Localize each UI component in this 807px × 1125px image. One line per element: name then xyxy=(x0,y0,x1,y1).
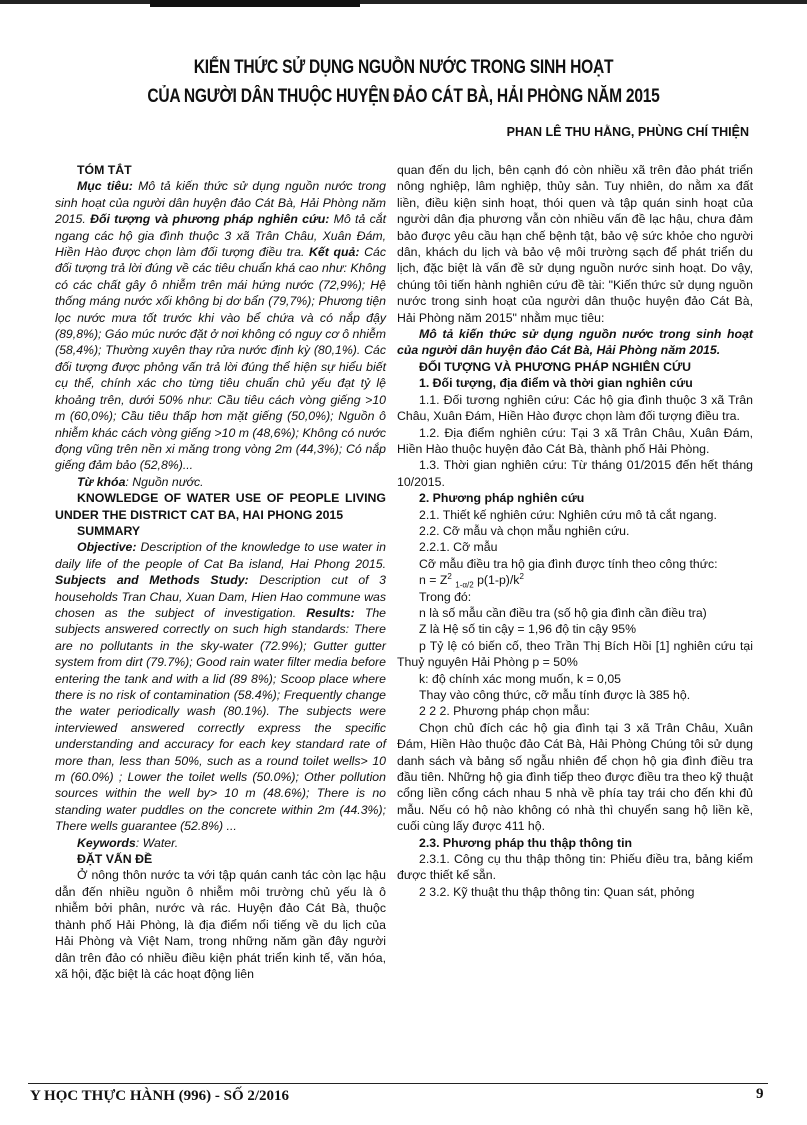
paragraph xyxy=(397,556,753,572)
journal-footer: Y HỌC THỰC HÀNH (996) - SỐ 2/2016 xyxy=(30,1088,290,1104)
left-text-column xyxy=(55,162,386,982)
text-run: 1.1. Đối tương nghiên cứu: Các hộ gia đình thuộc 3 xã Trân Châu, Xuân Đám, Hiền Hào được chọn làm đối tượng điều tra. xyxy=(397,392,753,424)
bold-label: Kết quả: xyxy=(309,245,360,260)
text-run: Mô tả kiến thức sử dụng nguồn nước trong sinh hoạt của người dân huyện đảo Cát Bà, Hải Phòng năm 2015. xyxy=(55,179,386,227)
paragraph xyxy=(55,490,386,523)
text-run: p(1-p)/k xyxy=(473,573,520,588)
text-run: 2. Phương pháp nghiên cứu xyxy=(419,491,585,506)
text-run: Description of the knowledge to use water in daily life of the people of Cat Ba island, Hai Phong 2015. xyxy=(55,540,386,571)
text-run: 1. Đối tượng, địa điểm và thời gian nghiên cứu xyxy=(419,376,693,391)
paragraph xyxy=(397,687,753,703)
text-run: The subjects answered correctly on such high standards: There are no pollutants in the sky-water (72.9%); Gutter gutter system from dirt (79.7%); Good rain water filter media before entering the tank and with a lid (89 8%); Scoop place where there is no risk of contamination (58.4%); Frequently change the water periodically wash (80.1%). The subjects were interviewed answered correctly express the specific understanding and accuracy for each key standard rate of more than, less than 50%, such as a round toilet wells> 10 m (60.0%) ; Lower the toilet wells (50.0%); Other pollution sources within the well by> 10 m (48.6%); There is no standing water puddles on the concrete within 2m (44.3%); There wells guarantee (52.8%) ... xyxy=(55,605,387,834)
text-run: p Tỷ lệ có biến cố, theo Trần Thị Bích Hồi [1] nghiên cứu tại Thuỷ nguyên Hải Phòng p = 50% xyxy=(397,638,753,670)
paragraph xyxy=(55,867,386,982)
text-run: ĐẶT VẤN ĐỀ xyxy=(77,852,153,867)
text-run: k: độ chính xác mong muốn, k = 0,05 xyxy=(419,671,621,686)
paragraph xyxy=(397,490,753,506)
text-run: Thay vào công thức, cỡ mẫu tính được là 385 hộ. xyxy=(419,688,691,702)
paragraph xyxy=(55,474,386,490)
scan-edge xyxy=(0,0,807,4)
text-run: Z là Hệ số tin cậy = 1,96 độ tin cậy 95% xyxy=(419,622,637,637)
text-run: Mô tả kiến thức sử dụng nguồn nước trong sinh hoạt của người dân huyện đảo Cát Bà, Hải Phòng năm 2015. xyxy=(397,327,753,358)
paragraph xyxy=(397,375,753,391)
paragraph xyxy=(397,851,753,884)
paragraph xyxy=(397,638,753,671)
text-run: Các đối tượng trả lời đúng về các tiêu chuẩn khá cao như: Không có các chất gây ô nhiễm trên mái hứng nước (72,9%); Hệ thống máng nước xối không bị dơ bẩn (79,7%); Phương tiện lọc nước mưa tốt trước khi vào bể chứa và có nắp đậy (89,8%); Gáo múc nước đặt ở nơi không có nguy cơ ô nhiễm (58,4%); Thường xuyên thay rửa nước định kỳ (80,1%). Các đối tượng được phỏng vấn trả lời đúng thể hiện sự hiểu biết cụ thể, chính xác cho từng tiêu chuẩn chủ yếu đạt tỷ lệ khoảng trên, dưới 50% như: Cầu tiêu cách vòng giếng >10 m (60,0%); Cầu tiêu thấp hơn mặt giếng (50,0%); Nguồn ô nhiễm khác cách vòng giếng >10 m (48,6%); Không có nước đọng vũng trên nền xi măng trong vòng 2m (44,3%); Có nắp giếng đảm bảo (52,8%)... xyxy=(55,245,386,473)
paragraph xyxy=(397,703,753,719)
paragraph xyxy=(397,523,753,539)
right-text-column xyxy=(397,162,753,900)
paragraph xyxy=(397,457,753,490)
paragraph xyxy=(397,162,753,326)
paragraph xyxy=(55,539,386,834)
paragraph xyxy=(55,851,386,867)
bold-label: Keywords xyxy=(77,835,136,850)
footer-rule xyxy=(28,1083,768,1084)
text-run: Description cut of 3 households Tran Chau, Xuan Dam, Hien Hao commune was chosen as the subject of investigation. xyxy=(55,573,386,620)
paragraph xyxy=(397,425,753,458)
paragraph xyxy=(397,720,753,835)
scan-edge-header xyxy=(150,0,360,7)
bold-label: Results: xyxy=(306,605,355,620)
text-run: 2 xyxy=(519,572,524,582)
text-run: 1-α/2 xyxy=(455,580,474,590)
text-run: Trong đó: xyxy=(419,589,472,604)
bold-label: Objective: xyxy=(77,540,137,555)
paragraph xyxy=(55,523,386,539)
text-run: quan đến du lịch, bên cạnh đó còn nhiều xã trên đảo phát triển nông nghiệp, lâm nghiệp, thủy sản. Tuy nhiên, do nằm xa đất liền, điều kiện sinh hoạt, thói quen và tập quán sinh hoạt của người dân địa phương vẫn còn nhiều vấn đề lạc hậu, chưa đảm bảo được yêu cầu hạn chế bệnh tật, bảo vệ sức khỏe cho người dân, khách du lịch và bảo vệ môi trường sạch để phát triển du lịch, đặc biệt là vấn đề sử dụng nguồn nước sinh hoạt. Do vậy, chúng tôi tiến hành nghiên cứu đề tài: "Kiến thức sử dụng nguồn nước trong sinh hoạt của người dân thuộc huyện đảo Cát Bà, Hải Phòng năm 2015" nhằm mục tiêu: xyxy=(397,163,753,325)
paragraph xyxy=(397,326,753,359)
paragraph xyxy=(397,572,753,588)
text-run: 2 xyxy=(447,572,452,582)
text-run: KNOWLEDGE OF WATER USE OF PEOPLE LIVING UNDER THE DISTRICT CAT BA, HAI PHONG 2015 xyxy=(55,491,386,522)
page-number: 9 xyxy=(756,1086,764,1102)
bold-label: Đối tượng và phương pháp nghiên cứu: xyxy=(90,212,330,227)
paragraph xyxy=(397,507,753,523)
text-run: 2.2.1. Cỡ mẫu xyxy=(419,540,498,555)
paragraph xyxy=(55,835,386,851)
paragraph xyxy=(397,835,753,851)
text-run: 1.2. Địa điểm nghiên cứu: Tại 3 xã Trân Châu, Xuân Đám, Hiền Hào thuộc huyện đảo Cát Bà, thành phố Hải Phòng. xyxy=(397,425,753,456)
text-run: : Water. xyxy=(135,835,179,850)
text-run: 2 2 2. Phương pháp chọn mẫu: xyxy=(419,704,590,719)
bold-label: Từ khóa xyxy=(77,474,126,489)
paragraph xyxy=(397,884,753,900)
text-run: n là số mẫu cần điều tra (số hộ gia đình cần điều tra) xyxy=(419,605,707,620)
text-run: Mô tả cắt ngang các hộ gia đình thuộc 3 xã Trân Châu, Xuân Đám, Hiền Hào được chọn làm đối tượng điều tra. xyxy=(55,212,386,260)
paragraph xyxy=(397,359,753,375)
paragraph xyxy=(397,605,753,621)
text-run: SUMMARY xyxy=(77,523,141,538)
paragraph xyxy=(397,392,753,425)
paragraph xyxy=(397,671,753,687)
text-run: Cỡ mẫu điều tra hộ gia đình được tính theo công thức: xyxy=(419,556,718,571)
paragraph xyxy=(397,621,753,637)
text-run: 1.3. Thời gian nghiên cứu: Từ tháng 01/2015 đến hết tháng 10/2015. xyxy=(397,458,753,489)
text-run: Chọn chủ đích các hộ gia đình tại 3 xã Trân Châu, Xuân Đám, Hiền Hào thuộc đảo Cát Bà, Hải Phòng Chúng tôi sử dụng danh sách và bảng số ngẫu nhiên để chọn hộ gia đình điều tra đầu tiên. Những hộ gia đình tiếp theo được điều tra theo kỹ thuật cổng liền cổng cách nhau 5 nhà về phía tay trái cho đến khi đủ mẫu. Nếu có hộ nào không có nhà thì chuyển sang hộ liền kề, cuối cùng lấy được 411 hộ. xyxy=(397,720,753,834)
text-run: : Nguồn nước. xyxy=(125,474,204,489)
text-run: 2 3.2. Kỹ thuật thu thập thông tin: Quan sát, phỏng xyxy=(419,884,695,899)
text-run: ĐỐI TƯỢNG VÀ PHƯƠNG PHÁP NGHIÊN CỨU xyxy=(419,359,692,374)
text-run: Ở nông thôn nước ta với tập quán canh tác còn lạc hậu dẫn đến nhiều nguồn ô nhiễm môi trường chủ yếu là ô nhiễm bởi phân, nước và rác. Huyện đảo Cát Bà, thuộc thành phố Hải Phòng, là địa điểm nổi tiếng về du lịch của Hải Phòng và Việt Nam, trong những năm gần đây người dân trên đảo có nhiều điều kiện phát triển kinh tế, văn hóa, xã hội, đặc biệt là các hoạt động liên xyxy=(55,868,386,981)
article-authors: PHAN LÊ THU HẰNG, PHÙNG CHÍ THIỆN xyxy=(506,125,749,139)
text-run: n = Z xyxy=(419,573,448,588)
text-run: 2.3. Phương pháp thu thập thông tin xyxy=(419,835,633,850)
paragraph xyxy=(397,589,753,605)
bold-label: Subjects and Methods Study: xyxy=(55,573,249,588)
paragraph xyxy=(55,162,386,178)
paragraph xyxy=(397,539,753,555)
bold-label: Mục tiêu: xyxy=(77,179,133,194)
text-run: TÓM TẮT xyxy=(77,163,132,177)
text-run: 2.2. Cỡ mẫu và chọn mẫu nghiên cứu. xyxy=(419,523,630,538)
paragraph xyxy=(55,178,386,473)
article-title-line-1: KIẾN THỨC SỬ DỤNG NGUỒN NƯỚC TRONG SINH HOẠT xyxy=(193,57,614,78)
article-title-line-2: CỦA NGƯỜI DÂN THUỘC HUYỆN ĐẢO CÁT BÀ, HẢI PHÒNG NĂM 2015 xyxy=(147,86,660,107)
text-run: 2.1. Thiết kế nghiên cứu: Nghiên cứu mô tả cắt ngang. xyxy=(419,507,717,522)
text-run: 2.3.1. Công cụ thu thập thông tin: Phiếu điều tra, bảng kiểm được thiết kế sẵn. xyxy=(397,852,753,883)
